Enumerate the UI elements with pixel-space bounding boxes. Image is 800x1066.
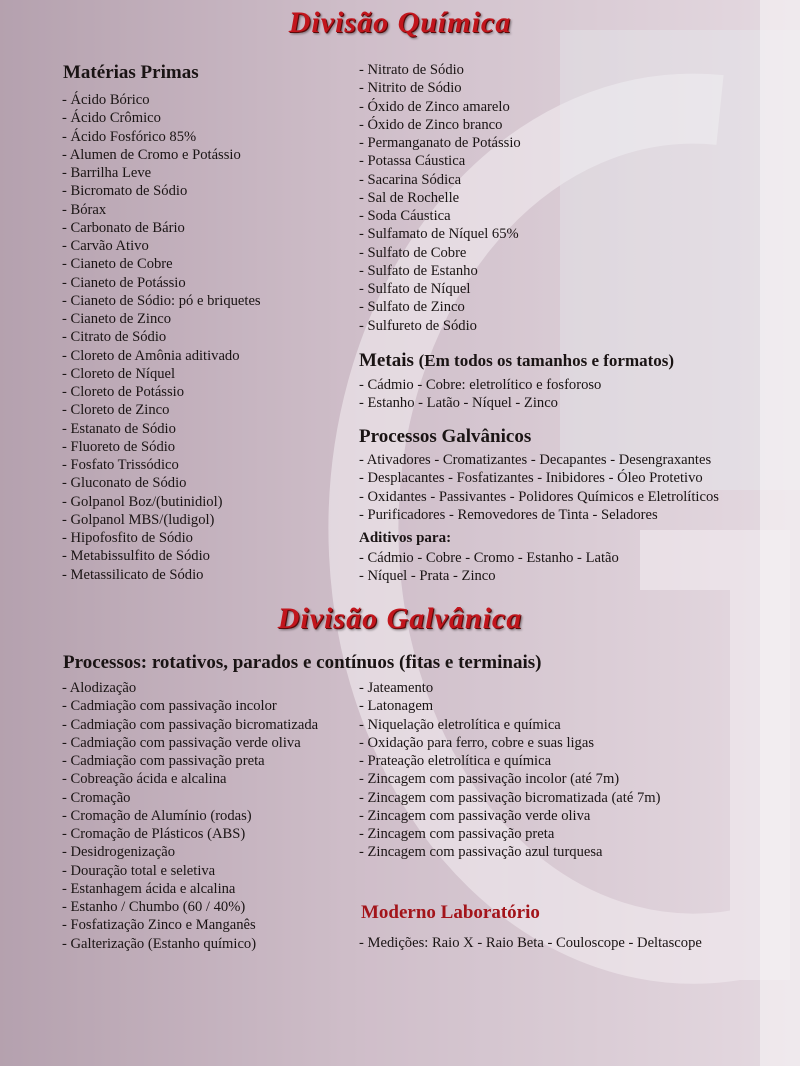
list-item: - Ácido Crômico (62, 110, 161, 127)
list-item: - Douração total e seletiva (62, 862, 216, 879)
list-item: - Nitrato de Sódio (359, 62, 464, 78)
galvanica-list-col1 (62, 679, 318, 953)
list-item: - Sacarina Sódica (359, 171, 462, 188)
list-item: - Cianeto de Sódio: pó e briquetes (62, 292, 261, 309)
list-item: - Ácido Bórico (62, 92, 150, 108)
materias-primas-heading: Matérias Primas (63, 62, 199, 83)
list-item: - Carbonato de Bário (62, 219, 185, 236)
list-item: - Cadmiação com passivação verde oliva (62, 734, 301, 751)
processos-galvanicos-list (359, 451, 719, 524)
galvanica-processos-heading: Processos: rotativos, parados e contínuos (fitas e terminais) (63, 652, 542, 673)
list-item: - Sulfato de Estanho (359, 262, 478, 279)
list-item: - Fluoreto de Sódio (62, 438, 176, 455)
list-item: - Oxidantes - Passivantes - Polidores Químicos e Eletrolíticos (359, 488, 719, 505)
galvanica-list-col2 (359, 679, 660, 862)
quimica-title: Divisão Química (288, 6, 512, 39)
list-item: - Desidrogenização (62, 844, 176, 861)
list-item: - Latonagem (359, 698, 434, 715)
list-item: - Purificadores - Removedores de Tinta - Seladores (359, 506, 658, 523)
list-item: - Cromação (62, 789, 131, 806)
list-item: - Metassilicato de Sódio (62, 566, 204, 583)
aditivos-heading: Aditivos para: (359, 530, 452, 546)
list-item: - Citrato de Sódio (62, 329, 167, 346)
list-item: - Sal de Rochelle (359, 189, 460, 206)
list-item: - Bórax (62, 201, 107, 218)
list-item: - Zincagem com passivação verde oliva (359, 807, 591, 824)
list-item: - Cloreto de Zinco (62, 402, 170, 419)
list-item: - Gluconato de Sódio (62, 475, 187, 492)
materias-list-col2 (359, 61, 521, 335)
list-item: - Zincagem com passivação bicromatizada (até 7m) (359, 789, 661, 806)
list-item: - Cadmiação com passivação bicromatizada (62, 716, 319, 733)
list-item: - Sulfato de Zinco (359, 299, 465, 316)
list-item: - Niquelação eletrolítica e química (359, 716, 561, 733)
list-item: - Carvão Ativo (62, 238, 149, 254)
list-item: - Desplacantes - Fosfatizantes - Inibidores - Óleo Protetivo (359, 470, 703, 487)
list-item: - Óxido de Zinco branco (359, 116, 503, 133)
list-item: - Estanhagem ácida e alcalina (62, 880, 236, 897)
aditivos-list (359, 549, 619, 586)
list-item: - Zincagem com passivação preta (359, 826, 555, 842)
list-item: - Estanho / Chumbo (60 / 40%) (62, 899, 246, 915)
list-item: - Potassa Cáustica (359, 153, 466, 170)
list-item: - Zincagem com passivação azul turquesa (359, 844, 603, 861)
galvanica-title: Divisão Galvânica (277, 602, 523, 635)
list-item: - Permanganato de Potássio (359, 135, 521, 151)
list-item: - Cromação de Plásticos (ABS) (62, 826, 246, 842)
list-item: - Nitrito de Sódio (359, 80, 462, 97)
processos-galvanicos-heading: Processos Galvânicos (359, 426, 532, 447)
list-item: - Golpanol MBS/(ludigol) (62, 511, 215, 528)
list-item: - Hipofosfito de Sódio (62, 530, 193, 546)
list-item: - Prateação eletrolítica e química (359, 753, 552, 769)
laboratorio-text: - Medições: Raio X - Raio Beta - Couloscope - Deltascope (359, 935, 702, 951)
list-item: - Cadmiação com passivação incolor (62, 698, 277, 715)
list-item: - Fosfatização Zinco e Manganês (62, 917, 256, 934)
list-item: - Cloreto de Potássio (62, 384, 185, 400)
materias-list-col1 (62, 91, 261, 584)
list-item: - Sulfureto de Sódio (359, 317, 477, 334)
metais-heading (359, 350, 674, 372)
list-item: - Golpanol Boz/(butinidiol) (62, 493, 223, 510)
list-item: - Sulfato de Níquel (359, 281, 471, 297)
metais-note: (Em todos os tamanhos e formatos) (418, 351, 675, 370)
list-item: - Cobreação ácida e alcalina (62, 771, 227, 788)
list-item: - Cianeto de Potássio (62, 274, 186, 291)
list-item: - Ácido Fosfórico 85% (62, 128, 197, 145)
list-item: - Cadmiação com passivação preta (62, 753, 265, 769)
list-item: - Cianeto de Zinco (62, 311, 172, 327)
list-item: - Oxidação para ferro, cobre e suas ligas (359, 734, 595, 751)
list-item: - Sulfamato de Níquel 65% (359, 226, 519, 243)
list-item: - Cianeto de Cobre (62, 256, 173, 273)
list-item: - Estanho - Latão - Níquel - Zinco (359, 395, 558, 412)
list-item: - Níquel - Prata - Zinco (359, 568, 496, 585)
list-item: - Jateamento (359, 680, 434, 696)
list-item: - Zincagem com passivação incolor (até 7m) (359, 771, 620, 788)
list-item: - Ativadores - Cromatizantes - Decapantes - Desengraxantes (359, 452, 712, 468)
list-item: - Cloreto de Níquel (62, 365, 176, 382)
list-item: - Cádmio - Cobre: eletrolítico e fosforoso (359, 377, 602, 393)
laboratorio-heading: Moderno Laboratório (361, 902, 540, 923)
metais-list (359, 376, 601, 413)
list-item: - Estanato de Sódio (62, 420, 176, 437)
list-item: - Óxido de Zinco amarelo (359, 98, 510, 115)
list-item: - Cromação de Alumínio (rodas) (62, 807, 252, 824)
list-item: - Cloreto de Amônia aditivado (62, 347, 240, 364)
list-item: - Sulfato de Cobre (359, 244, 467, 261)
list-item: - Bicromato de Sódio (62, 183, 188, 200)
list-item: - Alumen de Cromo e Potássio (62, 146, 241, 163)
list-item: - Galterização (Estanho químico) (62, 935, 257, 952)
list-item: - Soda Cáustica (359, 208, 451, 224)
list-item: - Fosfato Trissódico (62, 457, 179, 473)
list-item: - Barrilha Leve (62, 165, 152, 181)
list-item: - Alodização (62, 680, 137, 696)
metais-title: Metais (359, 350, 414, 371)
list-item: - Cádmio - Cobre - Cromo - Estanho - Latão (359, 550, 619, 566)
list-item: - Metabissulfito de Sódio (62, 548, 210, 565)
